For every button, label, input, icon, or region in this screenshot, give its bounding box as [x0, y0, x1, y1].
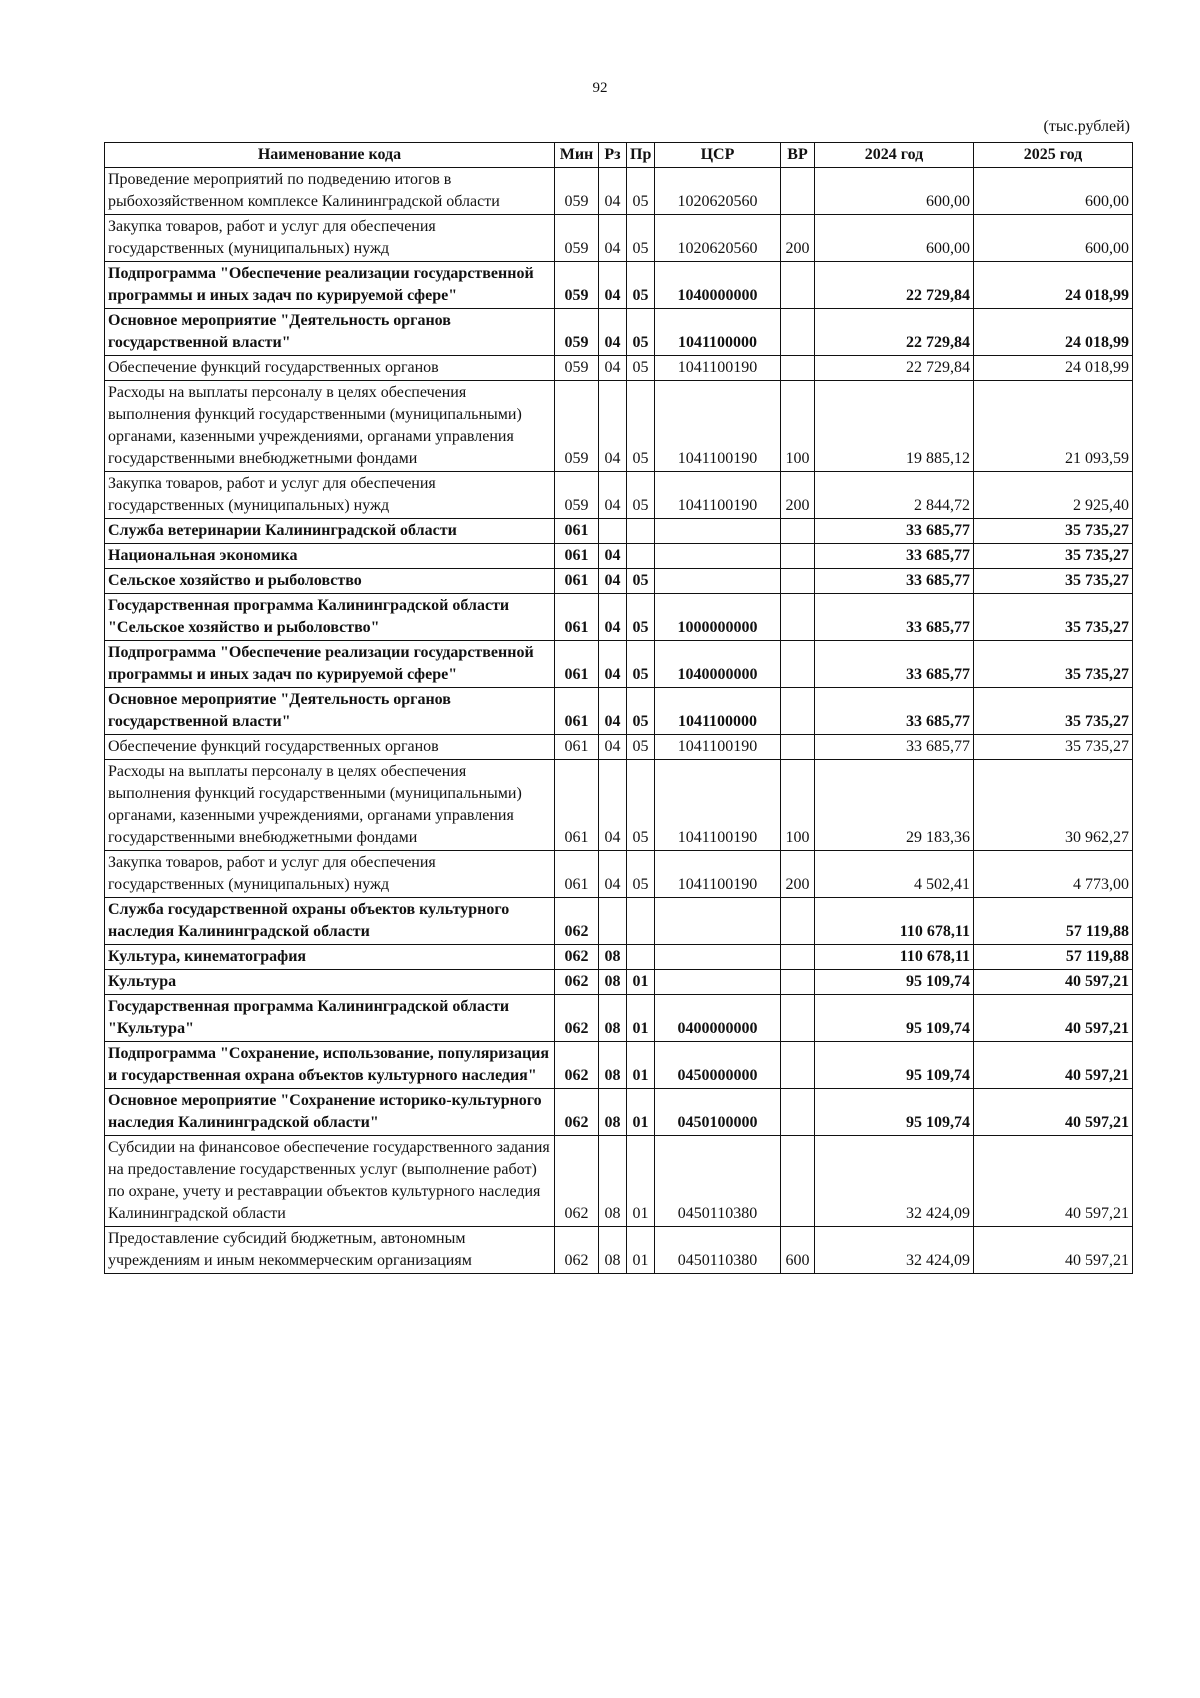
cell-csr: 0450000000	[655, 1042, 781, 1089]
header-csr: ЦСР	[655, 143, 781, 168]
cell-name: Основное мероприятие "Деятельность органов государственной власти"	[105, 688, 555, 735]
cell-vr: 100	[781, 760, 815, 851]
cell-vr: 200	[781, 851, 815, 898]
table-body	[105, 168, 1133, 1274]
cell-rz: 04	[599, 472, 627, 519]
cell-min: 059	[555, 168, 599, 215]
cell-name: Культура, кинематография	[105, 945, 555, 970]
table-row	[105, 1136, 1133, 1227]
cell-min: 061	[555, 544, 599, 569]
cell-csr	[655, 945, 781, 970]
cell-min: 062	[555, 1136, 599, 1227]
cell-rz: 08	[599, 1089, 627, 1136]
cell-name: Проведение мероприятий по подведению итогов в рыбохозяйственном комплексе Калининградской области	[105, 168, 555, 215]
cell-pr: 05	[627, 262, 655, 309]
table-row	[105, 262, 1133, 309]
cell-2025: 35 735,27	[974, 641, 1133, 688]
cell-2024: 19 885,12	[815, 381, 974, 472]
cell-rz: 04	[599, 735, 627, 760]
cell-min: 059	[555, 356, 599, 381]
cell-pr: 05	[627, 594, 655, 641]
cell-2025: 35 735,27	[974, 594, 1133, 641]
cell-2025: 35 735,27	[974, 519, 1133, 544]
cell-2025: 35 735,27	[974, 544, 1133, 569]
table-row	[105, 945, 1133, 970]
cell-vr: 200	[781, 472, 815, 519]
cell-vr	[781, 945, 815, 970]
cell-min: 059	[555, 309, 599, 356]
cell-name: Государственная программа Калининградской области "Культура"	[105, 995, 555, 1042]
cell-name: Подпрограмма "Обеспечение реализации государственной программы и иных задач по курируемой сфере"	[105, 641, 555, 688]
cell-csr	[655, 519, 781, 544]
cell-2024: 22 729,84	[815, 309, 974, 356]
cell-min: 061	[555, 735, 599, 760]
table-row	[105, 472, 1133, 519]
header-2024: 2024 год	[815, 143, 974, 168]
cell-csr: 1000000000	[655, 594, 781, 641]
cell-rz: 04	[599, 168, 627, 215]
cell-vr	[781, 356, 815, 381]
cell-rz: 04	[599, 594, 627, 641]
cell-pr	[627, 898, 655, 945]
cell-csr	[655, 970, 781, 995]
table-row	[105, 760, 1133, 851]
cell-2025: 2 925,40	[974, 472, 1133, 519]
cell-pr	[627, 544, 655, 569]
table-row	[105, 641, 1133, 688]
cell-rz	[599, 519, 627, 544]
cell-rz: 08	[599, 1042, 627, 1089]
cell-rz	[599, 898, 627, 945]
cell-pr: 01	[627, 1089, 655, 1136]
cell-2025: 35 735,27	[974, 688, 1133, 735]
cell-min: 059	[555, 215, 599, 262]
cell-2024: 2 844,72	[815, 472, 974, 519]
cell-2024: 33 685,77	[815, 641, 974, 688]
header-rz: Рз	[599, 143, 627, 168]
cell-pr: 01	[627, 1227, 655, 1274]
cell-csr: 1041100000	[655, 309, 781, 356]
cell-2025: 600,00	[974, 168, 1133, 215]
cell-csr: 1040000000	[655, 641, 781, 688]
cell-2024: 32 424,09	[815, 1227, 974, 1274]
cell-rz: 04	[599, 688, 627, 735]
cell-2024: 29 183,36	[815, 760, 974, 851]
cell-rz: 04	[599, 641, 627, 688]
cell-2025: 600,00	[974, 215, 1133, 262]
table-row	[105, 544, 1133, 569]
cell-pr: 01	[627, 970, 655, 995]
cell-csr: 0450110380	[655, 1136, 781, 1227]
table-row	[105, 168, 1133, 215]
cell-2024: 33 685,77	[815, 544, 974, 569]
cell-pr: 05	[627, 641, 655, 688]
cell-csr	[655, 544, 781, 569]
table-row	[105, 898, 1133, 945]
cell-csr: 1041100190	[655, 472, 781, 519]
cell-vr	[781, 168, 815, 215]
cell-rz: 08	[599, 1227, 627, 1274]
cell-vr	[781, 1042, 815, 1089]
cell-rz: 08	[599, 995, 627, 1042]
cell-2025: 35 735,27	[974, 569, 1133, 594]
table-row	[105, 970, 1133, 995]
cell-min: 062	[555, 1227, 599, 1274]
cell-pr: 05	[627, 569, 655, 594]
cell-rz: 08	[599, 1136, 627, 1227]
cell-min: 059	[555, 381, 599, 472]
cell-csr: 1020620560	[655, 168, 781, 215]
cell-name: Закупка товаров, работ и услуг для обеспечения государственных (муниципальных) нужд	[105, 851, 555, 898]
cell-rz: 08	[599, 945, 627, 970]
table-row	[105, 569, 1133, 594]
cell-pr: 05	[627, 309, 655, 356]
cell-rz: 04	[599, 262, 627, 309]
cell-2025: 24 018,99	[974, 262, 1133, 309]
cell-vr	[781, 970, 815, 995]
cell-min: 059	[555, 472, 599, 519]
cell-vr	[781, 641, 815, 688]
cell-2025: 57 119,88	[974, 945, 1133, 970]
cell-vr	[781, 995, 815, 1042]
cell-2024: 95 109,74	[815, 1089, 974, 1136]
cell-2025: 21 093,59	[974, 381, 1133, 472]
cell-name: Предоставление субсидий бюджетным, автономным учреждениям и иным некоммерческим организациям	[105, 1227, 555, 1274]
cell-rz: 08	[599, 970, 627, 995]
cell-2024: 110 678,11	[815, 898, 974, 945]
cell-csr: 0400000000	[655, 995, 781, 1042]
cell-pr: 01	[627, 1042, 655, 1089]
cell-min: 061	[555, 851, 599, 898]
cell-2024: 33 685,77	[815, 569, 974, 594]
cell-vr	[781, 1136, 815, 1227]
cell-name: Расходы на выплаты персоналу в целях обеспечения выполнения функций государственными (муниципальными) органами, казенными учреждениями, органами управления государственными внебюджетными фондами	[105, 760, 555, 851]
cell-min: 062	[555, 898, 599, 945]
cell-min: 062	[555, 995, 599, 1042]
cell-2025: 40 597,21	[974, 1042, 1133, 1089]
budget-table	[104, 142, 1133, 1274]
cell-pr: 05	[627, 356, 655, 381]
cell-min: 061	[555, 569, 599, 594]
table-row	[105, 519, 1133, 544]
cell-2024: 22 729,84	[815, 356, 974, 381]
cell-pr: 05	[627, 381, 655, 472]
cell-name: Сельское хозяйство и рыболовство	[105, 569, 555, 594]
cell-csr: 1041100000	[655, 688, 781, 735]
cell-min: 062	[555, 1042, 599, 1089]
cell-name: Субсидии на финансовое обеспечение государственного задания на предоставление государственных услуг (выполнение работ) по охране, учету и реставрации объектов культурного наследия Калининградской области	[105, 1136, 555, 1227]
cell-vr	[781, 594, 815, 641]
cell-pr: 05	[627, 472, 655, 519]
cell-rz: 04	[599, 309, 627, 356]
cell-name: Служба ветеринарии Калининградской области	[105, 519, 555, 544]
cell-csr: 1041100190	[655, 735, 781, 760]
cell-vr	[781, 519, 815, 544]
cell-rz: 04	[599, 356, 627, 381]
cell-name: Служба государственной охраны объектов культурного наследия Калининградской области	[105, 898, 555, 945]
cell-vr	[781, 569, 815, 594]
cell-csr: 1041100190	[655, 760, 781, 851]
cell-csr: 1041100190	[655, 356, 781, 381]
cell-2025: 30 962,27	[974, 760, 1133, 851]
cell-min: 061	[555, 519, 599, 544]
cell-2025: 40 597,21	[974, 970, 1133, 995]
cell-2024: 95 109,74	[815, 970, 974, 995]
cell-2025: 24 018,99	[974, 356, 1133, 381]
cell-name: Основное мероприятие "Деятельность органов государственной власти"	[105, 309, 555, 356]
header-vr: ВР	[781, 143, 815, 168]
cell-2025: 4 773,00	[974, 851, 1133, 898]
cell-name: Закупка товаров, работ и услуг для обеспечения государственных (муниципальных) нужд	[105, 472, 555, 519]
cell-vr	[781, 544, 815, 569]
cell-name: Национальная экономика	[105, 544, 555, 569]
cell-2025: 40 597,21	[974, 1089, 1133, 1136]
table-row	[105, 594, 1133, 641]
cell-name: Основное мероприятие "Сохранение историко-культурного наследия Калининградской области"	[105, 1089, 555, 1136]
cell-2024: 33 685,77	[815, 519, 974, 544]
header-pr: Пр	[627, 143, 655, 168]
cell-2024: 600,00	[815, 168, 974, 215]
cell-vr	[781, 735, 815, 760]
cell-name: Подпрограмма "Сохранение, использование, популяризация и государственная охрана объектов культурного наследия"	[105, 1042, 555, 1089]
header-row	[105, 143, 1133, 168]
table-row	[105, 735, 1133, 760]
cell-vr: 100	[781, 381, 815, 472]
table-row	[105, 215, 1133, 262]
cell-2025: 40 597,21	[974, 1136, 1133, 1227]
cell-pr: 05	[627, 760, 655, 851]
cell-rz: 04	[599, 381, 627, 472]
cell-2024: 33 685,77	[815, 594, 974, 641]
cell-csr: 1041100190	[655, 381, 781, 472]
cell-2024: 22 729,84	[815, 262, 974, 309]
cell-min: 062	[555, 970, 599, 995]
cell-2024: 33 685,77	[815, 688, 974, 735]
cell-rz: 04	[599, 544, 627, 569]
table-row	[105, 688, 1133, 735]
table-row	[105, 995, 1133, 1042]
cell-pr: 05	[627, 735, 655, 760]
cell-vr	[781, 898, 815, 945]
cell-min: 061	[555, 641, 599, 688]
header-name: Наименование кода	[105, 143, 555, 168]
table-row	[105, 1227, 1133, 1274]
page-number: 92	[592, 80, 608, 96]
cell-vr: 600	[781, 1227, 815, 1274]
cell-name: Подпрограмма "Обеспечение реализации государственной программы и иных задач по курируемой сфере"	[105, 262, 555, 309]
cell-rz: 04	[599, 569, 627, 594]
cell-pr	[627, 945, 655, 970]
cell-rz: 04	[599, 851, 627, 898]
cell-csr	[655, 569, 781, 594]
cell-csr: 1020620560	[655, 215, 781, 262]
cell-min: 062	[555, 945, 599, 970]
cell-csr: 1040000000	[655, 262, 781, 309]
units-label: (тыс.рублей)	[1043, 118, 1130, 135]
cell-vr	[781, 262, 815, 309]
cell-rz: 04	[599, 760, 627, 851]
cell-min: 061	[555, 688, 599, 735]
cell-vr	[781, 1089, 815, 1136]
cell-csr	[655, 898, 781, 945]
cell-name: Государственная программа Калининградской области "Сельское хозяйство и рыболовство"	[105, 594, 555, 641]
cell-2025: 40 597,21	[974, 1227, 1133, 1274]
cell-pr: 05	[627, 215, 655, 262]
table-row	[105, 1042, 1133, 1089]
cell-vr	[781, 309, 815, 356]
cell-min: 061	[555, 760, 599, 851]
cell-pr: 05	[627, 688, 655, 735]
cell-2024: 32 424,09	[815, 1136, 974, 1227]
cell-vr	[781, 688, 815, 735]
cell-pr	[627, 519, 655, 544]
cell-2025: 24 018,99	[974, 309, 1133, 356]
cell-2024: 600,00	[815, 215, 974, 262]
cell-csr: 0450110380	[655, 1227, 781, 1274]
cell-name: Обеспечение функций государственных органов	[105, 356, 555, 381]
cell-name: Обеспечение функций государственных органов	[105, 735, 555, 760]
table-row	[105, 851, 1133, 898]
header-2025: 2025 год	[974, 143, 1133, 168]
cell-vr: 200	[781, 215, 815, 262]
table-row	[105, 356, 1133, 381]
cell-min: 059	[555, 262, 599, 309]
cell-name: Культура	[105, 970, 555, 995]
table-row	[105, 309, 1133, 356]
cell-csr: 0450100000	[655, 1089, 781, 1136]
cell-min: 062	[555, 1089, 599, 1136]
cell-pr: 05	[627, 851, 655, 898]
cell-2024: 95 109,74	[815, 995, 974, 1042]
header-min: Мин	[555, 143, 599, 168]
cell-pr: 05	[627, 168, 655, 215]
cell-csr: 1041100190	[655, 851, 781, 898]
cell-2024: 33 685,77	[815, 735, 974, 760]
cell-2024: 4 502,41	[815, 851, 974, 898]
cell-name: Расходы на выплаты персоналу в целях обеспечения выполнения функций государственными (муниципальными) органами, казенными учреждениями, органами управления государственными внебюджетными фондами	[105, 381, 555, 472]
cell-2024: 95 109,74	[815, 1042, 974, 1089]
cell-pr: 01	[627, 1136, 655, 1227]
cell-name: Закупка товаров, работ и услуг для обеспечения государственных (муниципальных) нужд	[105, 215, 555, 262]
cell-2025: 57 119,88	[974, 898, 1133, 945]
cell-pr: 01	[627, 995, 655, 1042]
cell-rz: 04	[599, 215, 627, 262]
cell-min: 061	[555, 594, 599, 641]
cell-2024: 110 678,11	[815, 945, 974, 970]
cell-2025: 35 735,27	[974, 735, 1133, 760]
table-row	[105, 1089, 1133, 1136]
table-row	[105, 381, 1133, 472]
cell-2025: 40 597,21	[974, 995, 1133, 1042]
